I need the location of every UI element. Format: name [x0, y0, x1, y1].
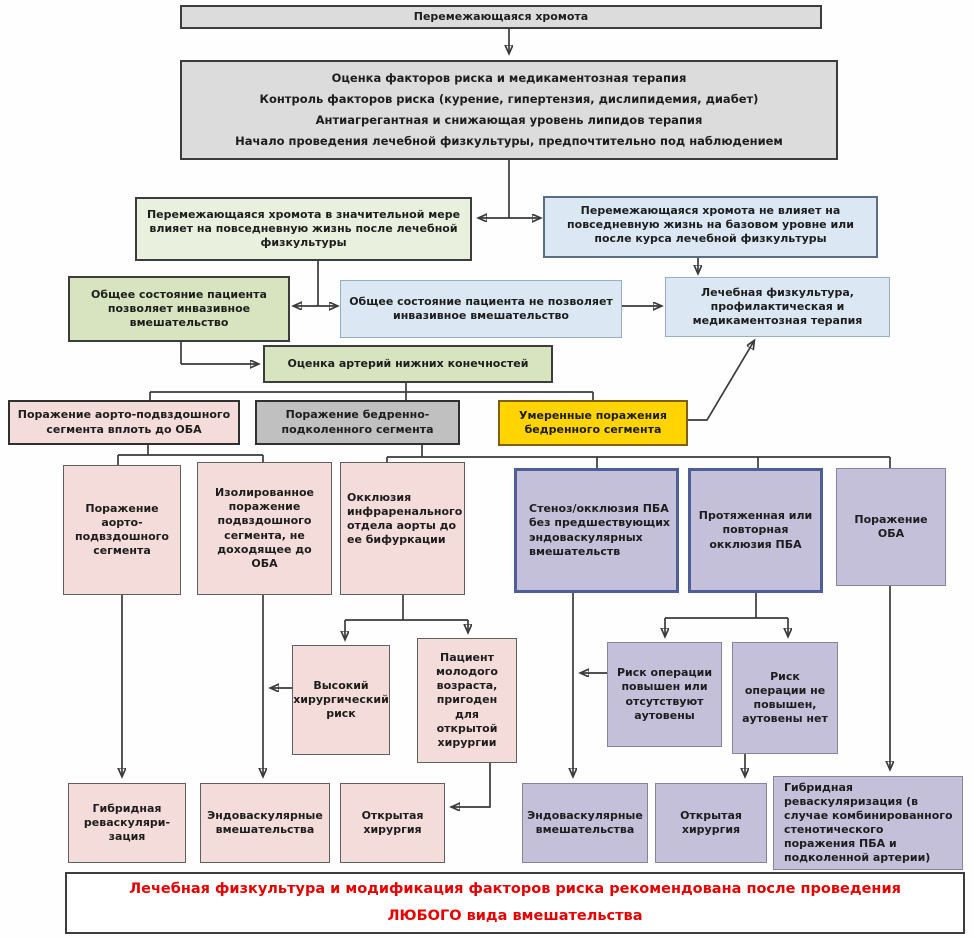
- node-open-surgery-2: Открытая хирургия: [655, 783, 767, 863]
- risk-line-3: Антиагрегантная и снижающая уровень липидов терапия: [315, 113, 703, 128]
- node-femoropopliteal-segment: Поражение бедренно-подколенного сегмента: [255, 400, 460, 445]
- node-aortoiliac-segment-to-cfa: Поражение аорто-подвздошного сегмента вплоть до ОБА: [8, 400, 240, 445]
- node-infrarenal-aortic-occlusion: Окклюзия инфраренального отдела аорты до ее бифуркации: [340, 462, 465, 595]
- node-risk-factor-management: [180, 60, 838, 160]
- connector-risk-split: [479, 160, 540, 218]
- node-patient-unfit-invasive: Общее состояние пациента не позволяет инвазивное вмешательство: [340, 280, 622, 338]
- node-hybrid-revascularization: Гибридная реваскуляри-зация: [68, 783, 186, 863]
- node-operation-risk-elevated: Риск операции повышен или отсутствуют аутовены: [607, 642, 722, 747]
- node-young-patient-open-surgery: Пациент молодого возраста, пригоден для открытой хирургии: [417, 638, 517, 763]
- connector-young-to-opensurgery: [452, 763, 490, 807]
- risk-line-2: Контроль факторов риска (курение, гипертензия, дислипидемия, диабет): [259, 92, 759, 107]
- node-claudication-not-affects-life: Перемежающаяся хромота не влияет на повседневную жизнь на базовом уровне или после курса лечебной физкультуры: [543, 196, 878, 258]
- node-endovascular-interventions: Эндоваскулярные вмешательства: [200, 783, 330, 863]
- node-cfa-lesion: Поражение ОБА: [836, 468, 946, 586]
- node-sfa-stenosis-occlusion: Стеноз/окклюзия ПБА без предшествующих эндоваскулярных вмешательств: [514, 468, 679, 593]
- risk-line-1: Оценка факторов риска и медикаментозная терапия: [331, 71, 687, 86]
- node-hybrid-revascularization-2: Гибридная реваскуляризация (в случае комбинированного стенотического поражения ПБА и подколенной артерии): [773, 776, 963, 870]
- node-lower-limb-artery-assessment: Оценка артерий нижних конечностей: [263, 345, 553, 383]
- connector-fit-to-assessment: [181, 342, 258, 364]
- node-high-surgical-risk: Высокий хирургический риск: [292, 645, 390, 755]
- node-isolated-iliac-lesion: Изолированное поражение подвздошного сегмента, не доходящее до ОБА: [197, 462, 332, 595]
- bold-after-exercise-course: после курса лечебной физкультуры: [594, 232, 827, 246]
- node-exercise-therapy: Лечебная физкультура, профилактическая и медикаментозная терапия: [665, 277, 890, 337]
- node-operation-risk-not-elevated: Риск операции не повышен, аутовены нет: [732, 642, 838, 754]
- connector-longocclusion-split: [665, 593, 788, 636]
- node-aortoiliac-lesion: Поражение аорто-подвздошного сегмента: [63, 465, 181, 595]
- connector-moderate-to-therapy: [688, 341, 754, 420]
- footer-recommendation: Лечебная физкультура и модификация факторов риска рекомендована после проведения ЛЮБОГО вида вмешательства: [65, 872, 965, 934]
- node-intermittent-claudication: Перемежающаяся хромота: [180, 5, 822, 29]
- node-endovascular-interventions-2: Эндоваскулярные вмешательства: [522, 783, 648, 863]
- connector-infrarenal-split: [345, 595, 468, 639]
- node-open-surgery: Открытая хирургия: [340, 783, 445, 863]
- connector-affects-down: [294, 261, 337, 306]
- node-claudication-affects-life: Перемежающаяся хромота в значительной мере влияет на повседневную жизнь после лечебной физкультуры: [135, 197, 472, 261]
- node-long-repeat-sfa-occlusion: Протяженная или повторная окклюзия ПБА: [688, 468, 823, 593]
- risk-line-4: Начало проведения лечебной физкультуры, предпочтительно под наблюдением: [235, 134, 783, 149]
- node-patient-fit-invasive: Общее состояние пациента позволяет инвазивное вмешательство: [68, 276, 290, 342]
- connector-assessment-rail: [150, 383, 593, 400]
- node-moderate-femoral-lesions: Умеренные поражения бедренного сегмента: [498, 400, 688, 446]
